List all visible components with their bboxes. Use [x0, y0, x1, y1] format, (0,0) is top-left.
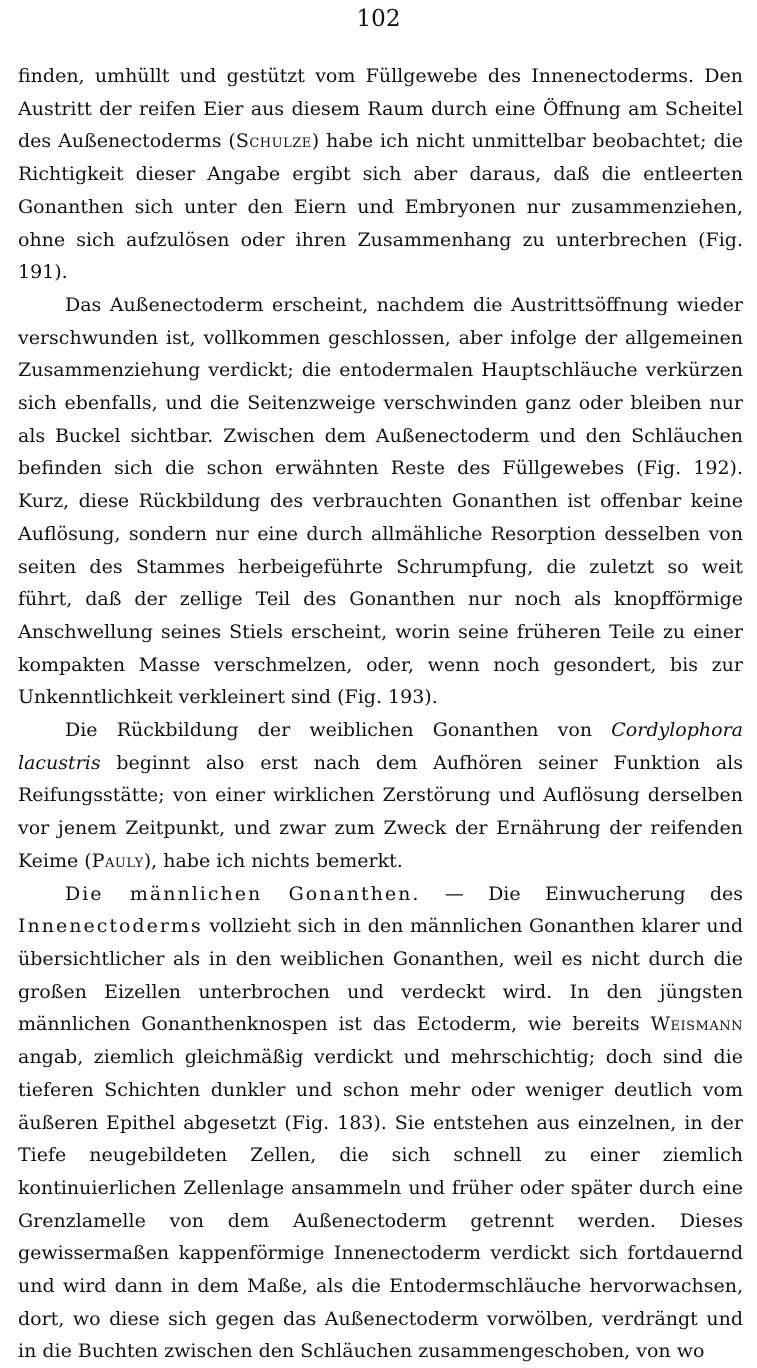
paragraph-4-b: vollzieht sich in den männlichen Gonanthen klarer und übersichtlicher als in den weiblichen Gonanthen, weil es nicht durch die großen Eizellen unterbrochen und verdeckt wird. In den jüngsten männlichen Gonanthenknospen ist das Ectoderm, wie bereits — [18, 915, 743, 1036]
author-schulze: Schulze — [235, 130, 312, 153]
section-heading: Die männlichen Gonanthen. — [65, 882, 421, 905]
paragraph-1 — [18, 60, 743, 289]
paragraph-4 — [18, 878, 743, 1368]
paragraph-1-text: finden, umhüllt und gestützt vom Füllgewebe des Innenectoderms. Den Austritt der reifen Eier aus diesem Raum durch eine Öffnung am Scheitel des Außenectoderms ( — [18, 65, 743, 153]
paragraph-3 — [18, 714, 743, 878]
paragraph-3-a: Die Rückbildung der weiblichen Gonanthen von — [65, 719, 612, 742]
page-number: 102 — [356, 6, 401, 32]
paragraph-2: Das Außenectoderm erscheint, nachdem die Austrittsöffnung wieder verschwunden ist, vollkommen geschlossen, aber infolge der allgemeinen Zusammenziehung verdickt; die entodermalen Hauptschläuche verkürzen sich ebenfalls, und die Seitenzweige verschwinden ganz oder bleiben nur als Buckel sichtbar. Zwischen dem Außenectoderm und den Schläuchen befinden sich die schon erwähnten Reste des Füllgewebes (Fig. 192). Kurz, diese Rückbildung des verbrauchten Gonanthen ist offenbar keine Auflösung, sondern nur eine durch allmähliche Resorption desselben von seiten des Stammes herbeigeführte Schrumpfung, die zuletzt so weit führt, daß der zellige Teil des Gonanthen nur noch als knopfförmige Anschwellung seines Stiels erscheint, worin seine früheren Teile zu einer kompakten Masse verschmelzen, oder, wenn noch gesondert, bis zur Unkenntlichkeit verkleinert sind (Fig. 193). — [18, 293, 743, 709]
paragraph-3-c: ), habe ich nichts bemerkt. — [143, 849, 403, 872]
author-pauly: Pauly — [91, 849, 144, 872]
body-text — [18, 60, 743, 1368]
paragraph-1-rest: ) habe ich nicht unmittelbar beobachtet; die Richtigkeit dieser Angabe ergibt sich aber daraus, daß die entleerten Gonanthen sich unter den Eiern und Embryonen nur zusammenziehen, ohne sich aufzulösen oder ihren Zusammenhang zu unterbrechen (Fig. 191). — [18, 130, 743, 284]
term-innenectoderms: Innenectoderms — [18, 915, 203, 938]
paragraph-3-b: beginnt also erst nach dem Aufhören seiner Funktion als Reifungsstätte; von einer wirklichen Zerstörung und Auflösung derselben vor jenem Zeitpunkt, und zwar zum Zweck der Ernährung der reifenden Keime ( — [18, 751, 743, 872]
species-name: Cordylophora lacustris — [18, 719, 743, 774]
paragraph-4-c: angab, ziemlich gleichmäßig verdickt und mehrschichtig; doch sind die tieferen Schichten dunkler und schon mehr oder weniger deutlich vom äußeren Epithel abgesetzt (Fig. 183). Sie entstehen aus einzelnen, in der Tiefe neugebildeten Zellen, die sich schnell zu einer ziemlich kontinuierlichen Zellenlage ansammeln und früher oder später durch eine Grenzlamelle von dem Außenectoderm getrennt werden. Dieses gewissermaßen kappenförmige Innenectoderm verdickt sich fortdauernd und wird dann in dem Maße, als die Entodermschläuche hervorwachsen, dort, wo diese sich gegen das Außenectoderm vorwölben, verdrängt und in die Buchten zwischen den Schläuchen zusammengeschoben, von wo — [18, 1046, 743, 1363]
author-weismann: Weismann — [650, 1013, 743, 1036]
paragraph-4-a: — Die Einwucherung des — [420, 882, 743, 905]
